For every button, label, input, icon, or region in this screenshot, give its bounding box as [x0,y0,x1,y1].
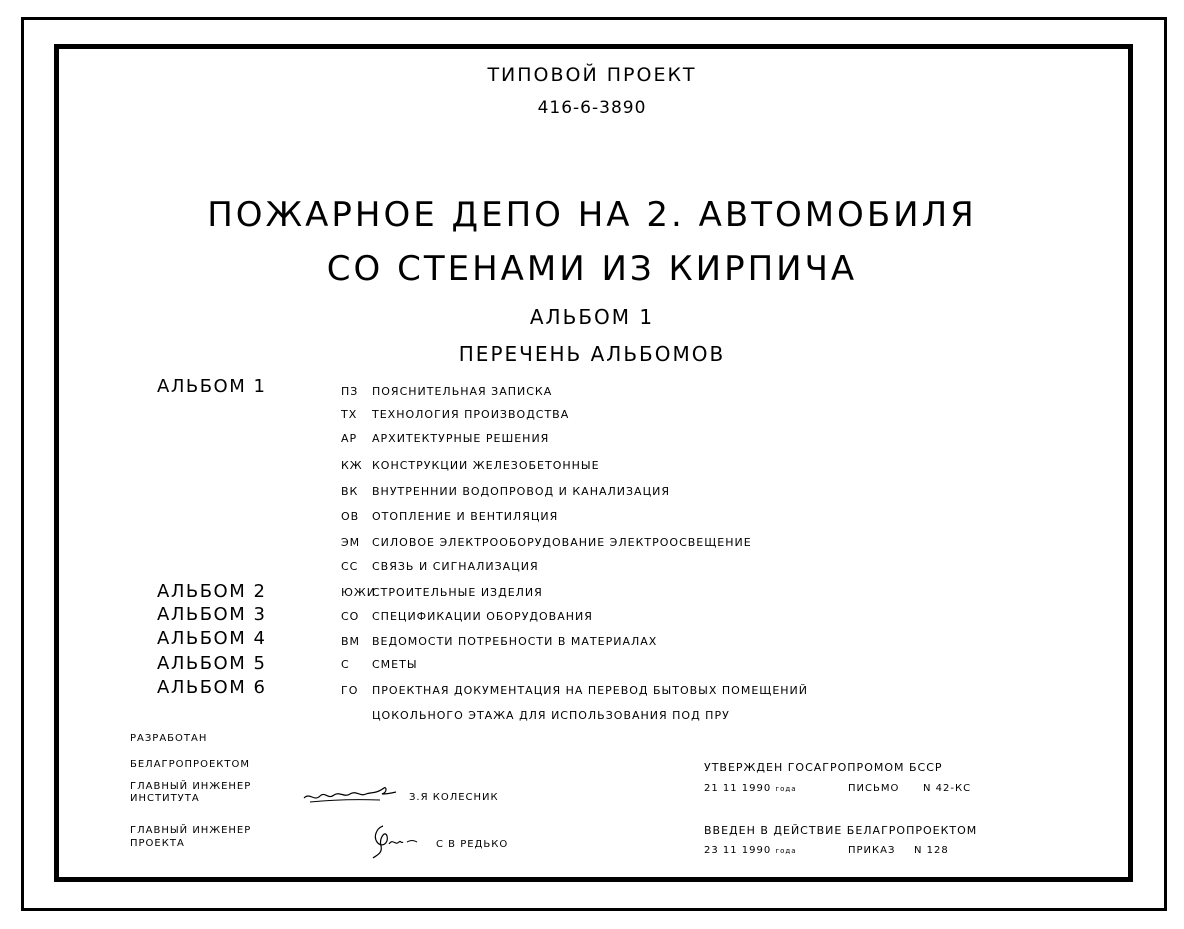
chief-engineer-institute-label-2: ИНСТИТУТА [130,793,200,804]
year-word: года [775,785,797,793]
year-word: года [775,847,797,855]
approval-date [704,784,797,794]
document-title-line-2: СО СТЕНАМИ ИЗ КИРПИЧА [326,249,858,289]
introduction-date [704,846,797,856]
section-code: С [341,658,350,671]
section-title: СТРОИТЕЛЬНЫЕ ИЗДЕЛИЯ [372,586,543,599]
developer-organization: БЕЛАГРОПРОЕКТОМ [130,759,250,770]
project-type-heading: ТИПОВОЙ ПРОЕКТ [487,64,697,86]
album-4-label: АЛЬБОМ 4 [157,628,267,649]
section-title: СВЯЗЬ И СИГНАЛИЗАЦИЯ [372,560,539,573]
section-code: ГО [341,684,359,697]
section-code: СО [341,610,360,623]
section-title: АРХИТЕКТУРНЫЕ РЕШЕНИЯ [372,432,550,445]
order-number: N 128 [914,845,949,856]
section-code: ЮЖИ [341,586,376,599]
album-2-label: АЛЬБОМ 2 [157,581,267,602]
section-code: ВМ [341,635,361,648]
section-title: КОНСТРУКЦИИ ЖЕЛЕЗОБЕТОННЫЕ [372,459,600,472]
chief-engineer-project-label: ГЛАВНЫЙ ИНЖЕНЕР [130,825,252,836]
order-label: ПРИКАЗ [848,845,896,856]
signature-institute-chief [302,782,412,806]
signature-project-chief [365,820,425,860]
approval-date-value: 21 11 1990 [704,783,772,794]
section-title: ПРОЕКТНАЯ ДОКУМЕНТАЦИЯ НА ПЕРЕВОД БЫТОВЫХ ПОМЕЩЕНИЙ [372,684,808,697]
section-code: ЭМ [341,536,361,549]
section-code: АР [341,432,358,445]
album-6-label: АЛЬБОМ 6 [157,677,267,698]
introduction-date-value: 23 11 1990 [704,845,772,856]
chief-engineer-project-label-2: ПРОЕКТА [130,838,185,849]
section-title: ОТОПЛЕНИЕ И ВЕНТИЛЯЦИЯ [372,510,559,523]
project-number: 416-6-3890 [537,98,647,118]
section-code: КЖ [341,459,363,472]
section-title: ЦОКОЛЬНОГО ЭТАЖА ДЛЯ ИСПОЛЬЗОВАНИЯ ПОД ПРУ [372,709,730,722]
section-code: ПЗ [341,385,359,398]
section-code: СС [341,560,359,573]
section-title: ПОЯСНИТЕЛЬНАЯ ЗАПИСКА [372,385,553,398]
section-title: СИЛОВОЕ ЭЛЕКТРООБОРУДОВАНИЕ ЭЛЕКТРООСВЕЩЕНИЕ [372,536,752,549]
chief-engineer-institute-label: ГЛАВНЫЙ ИНЖЕНЕР [130,781,252,792]
section-title: ВЕДОМОСТИ ПОТРЕБНОСТИ В МАТЕРИАЛАХ [372,635,658,648]
approval-statement: УТВЕРЖДЕН ГОСАГРОПРОМОМ БССР [704,761,943,774]
approval-letter-label: ПИСЬМО [848,783,900,794]
chief-engineer-project-name: С В РЕДЬКО [436,839,509,850]
chief-engineer-institute-name: З.Я КОЛЕСНИК [409,792,499,803]
album-5-label: АЛЬБОМ 5 [157,653,267,674]
document-title-line-1: ПОЖАРНОЕ ДЕПО НА 2. АВТОМОБИЛЯ [207,195,977,235]
section-title: ТЕХНОЛОГИЯ ПРОИЗВОДСТВА [372,408,570,421]
introduction-statement: ВВЕДЕН В ДЕЙСТВИЕ БЕЛАГРОПРОЕКТОМ [704,824,978,837]
section-title: СПЕЦИФИКАЦИИ ОБОРУДОВАНИЯ [372,610,593,623]
album-list-heading: ПЕРЕЧЕНЬ АЛЬБОМОВ [458,342,726,366]
section-code: ВК [341,485,359,498]
album-3-label: АЛЬБОМ 3 [157,604,267,625]
section-code: ТХ [341,408,358,421]
section-code: ОВ [341,510,360,523]
developed-by-label: РАЗРАБОТАН [130,733,208,744]
section-title: СМЕТЫ [372,658,418,671]
approval-letter-number: N 42-КС [923,783,972,794]
album-heading: АЛЬБОМ 1 [529,305,655,329]
album-1-label: АЛЬБОМ 1 [157,376,267,397]
section-title: ВНУТРЕННИИ ВОДОПРОВОД И КАНАЛИЗАЦИЯ [372,485,670,498]
